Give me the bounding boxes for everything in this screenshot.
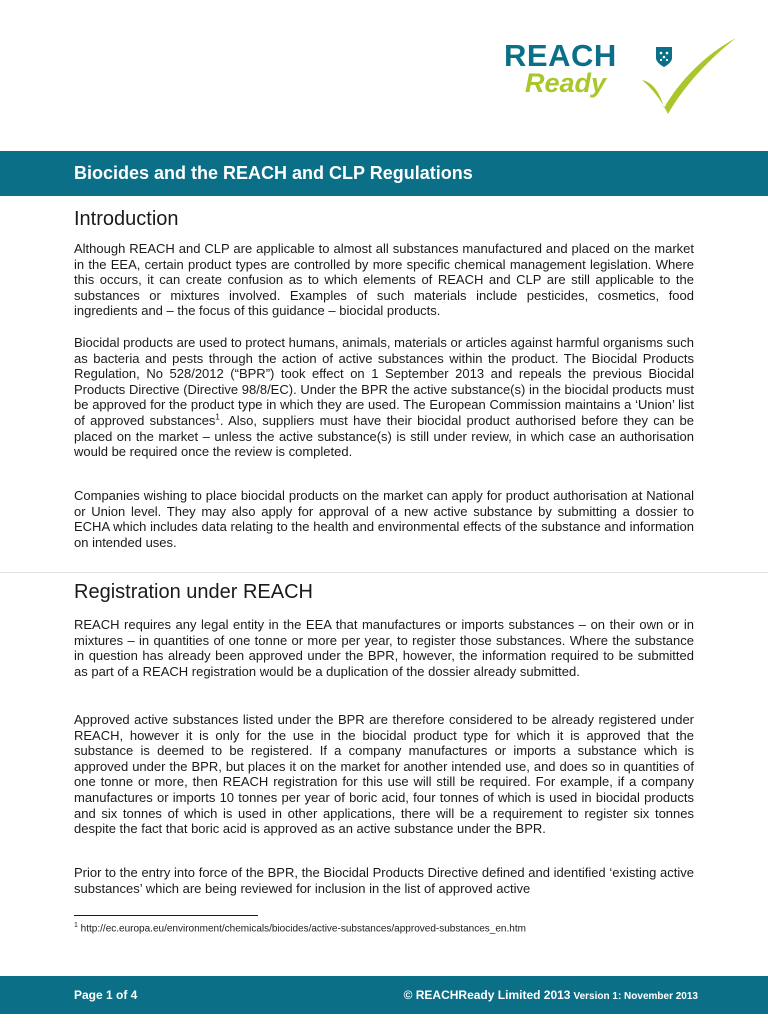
document-title: Biocides and the REACH and CLP Regulations [74,163,473,183]
footnote-rule [74,915,258,916]
footer-banner [0,976,768,1014]
registration-paragraph-2: Approved active substances listed under the BPR are therefore considered to be already registered under REACH, however it is only for the use in the biocidal product type for which it is approved that the substance is deemed to be registered. If a company manufactures or imports a substance which is approved under the BPR, but places it on the market for another intended use, and does so in quantities of one tonne or more, then REACH registration for this use will still be required. For example, if a company manufactures or imports 10 tonnes per year of boric acid, four tonnes of which is used in biocidal products and six tonnes of which is used in other applications, there will be a requirement to register six tonnes despite the fact that boric acid is approved as an active substance under the BPR. [74,712,694,837]
intro-paragraph-1: Although REACH and CLP are applicable to almost all substances manufactured and placed on the market in the EEA, certain product types are controlled by more specific chemical management legislation. Where this occurs, it can create confusion as to which elements of REACH and CLP are still applicable to the substances or mixtures involved. Examples of such materials include pesticides, cosmetics, food ingredients and – the focus of this guidance – biocidal products. [74,241,694,319]
section-heading-introduction: Introduction [74,208,179,230]
checkmark-icon [640,36,740,116]
section-divider [0,572,768,573]
registration-paragraph-1: REACH requires any legal entity in the EEA that manufactures or imports substances – on their own or in mixtures – in quantities of one tonne or more per year, to register those substances. Where the substance in question has already been approved under the BPR, however, the information required to be submitted as part of a REACH registration would be a duplication of the dossier already submitted. [74,617,694,679]
version-text: Version 1: November 2013 [573,991,698,1002]
title-banner [0,151,768,196]
copyright-notice [404,988,698,1002]
intro-paragraph-2 [74,335,694,460]
footnote-link[interactable]: http://ec.europa.eu/environment/chemicals/biocides/active-substances/approved-substances_en.htm [77,923,526,935]
footnote-marker: 1 [74,922,78,929]
page-number: Page 1 of 4 [74,988,138,1002]
copyright-text: © REACHReady Limited 2013 [403,988,571,1002]
logo-wordmark-reach: REACH [504,38,617,73]
footnote-reference: 1 [215,412,220,422]
section-heading-registration: Registration under REACH [74,581,313,603]
registration-paragraph-3: Prior to the entry into force of the BPR, the Biocidal Products Directive defined and identified ‘existing active substances’ which are being reviewed for inclusion in the list of approved active [74,865,694,896]
intro-paragraph-2-text-a: Biocidal products are used to protect humans, animals, materials or articles against harmful organisms such as bacteria and pests through the action of active substances within the product. The Biocidal Products Regulation, No 528/2012 (“BPR”) took effect on 1 September 2013 and repeals the previous Biocidal Products Directive (Directive 98/8/EC). Under the BPR the active substance(s) in the biocidal products must be approved for the product type in which they are used. The European Commission maintains a ‘Union’ list of approved substances [74,335,694,428]
intro-paragraph-2-text-b: . Also, suppliers must have their biocidal product authorised before they can be placed on the market – unless the active substance(s) is still under review, in which case an authorisation would be required once the review is completed. [74,412,694,460]
footnote [74,922,526,934]
logo-wordmark-ready: Ready [525,68,607,98]
intro-paragraph-3: Companies wishing to place biocidal products on the market can apply for product authorisation at National or Union level. They may also apply for approval of a new active substance by submitting a dossier to ECHA which includes data relating to the health and environmental effects of the substance and information on intended uses. [74,488,694,550]
reachready-logo [504,30,744,120]
